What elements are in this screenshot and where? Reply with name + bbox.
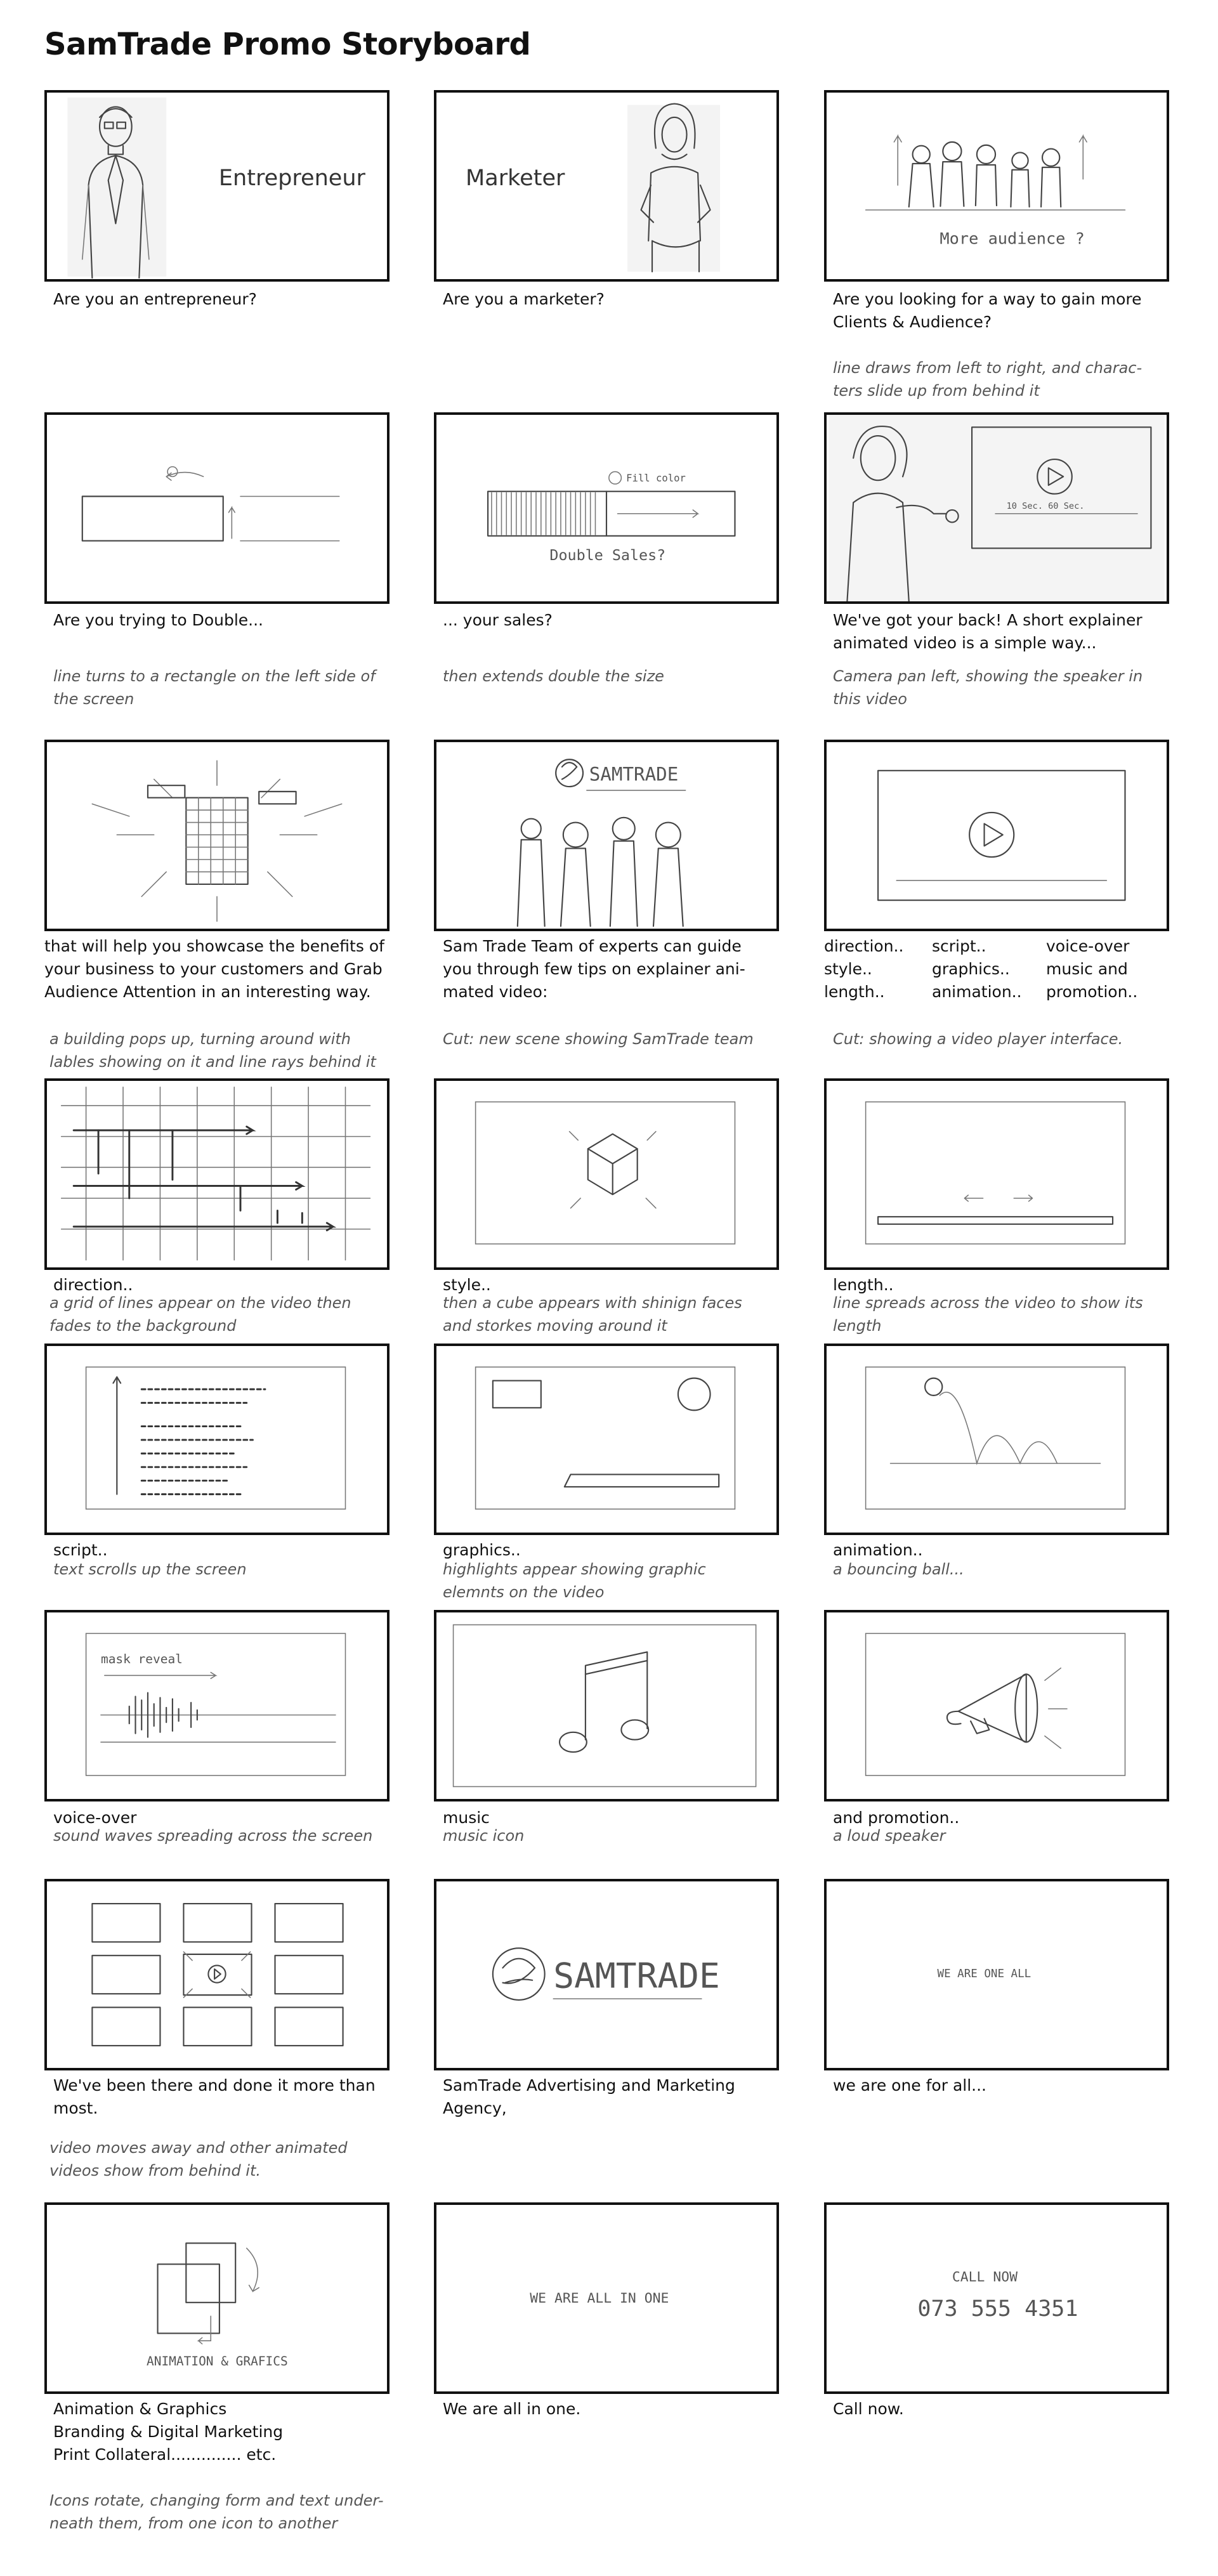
caption: Call now. (833, 2400, 904, 2418)
director-note: Camera pan left, showing the speaker in this video (833, 667, 1143, 708)
animation-graphics-sketch (47, 2205, 387, 2391)
director-note: then extends double the size (443, 667, 664, 685)
entrepreneur-sketch (47, 93, 387, 279)
frame-text: 10 Sec. 60 Sec. (1006, 500, 1085, 511)
grid-lines-sketch (47, 1081, 387, 1267)
storyboard-frame-13 (44, 1344, 390, 1535)
caption: graphics.. (443, 1541, 521, 1559)
frame-text: SAMTRADE (589, 763, 679, 785)
marketer-sketch (436, 93, 776, 279)
storyboard-frame-11 (434, 1078, 779, 1270)
length-line-sketch (827, 1081, 1167, 1267)
caption: script.. (53, 1541, 108, 1559)
storyboard-frame-21 (824, 1879, 1169, 2070)
storyboard-frame-3 (824, 90, 1169, 282)
director-note: line spreads across the video to show its length (833, 1294, 1143, 1335)
all-in-one-sketch (436, 2205, 776, 2391)
frame-text: CALL NOW (952, 2269, 1018, 2285)
storyboard-frame-9 (824, 740, 1169, 931)
director-note: a grid of lines appear on the video then fades to the background (49, 1294, 351, 1335)
storyboard-frame-24 (824, 2202, 1169, 2394)
frame-text: Double Sales? (549, 546, 666, 564)
caption: Sam Trade Team of experts can guide you through few tips on explainer ani- mated video: (443, 937, 745, 1001)
director-note: line turns to a rectangle on the left side of the screen (53, 667, 376, 708)
double-bar-sketch (436, 415, 776, 601)
svg-text:Fill color: Fill color (626, 473, 686, 485)
director-note: video moves away and other animated videos show from behind it. (49, 2139, 348, 2180)
director-note: a bouncing ball... (833, 1560, 964, 1578)
caption: and promotion.. (833, 1808, 960, 1827)
caption: length.. (833, 1276, 894, 1294)
scrolling-text-sketch (47, 1346, 387, 1533)
storyboard-frame-2 (434, 90, 779, 282)
phone-number: 073 555 4351 (917, 2296, 1078, 2322)
director-note: sound waves spreading across the screen (53, 1827, 373, 1845)
caption: Are you a marketer? (443, 290, 605, 308)
director-note: text scrolls up the screen (53, 1560, 247, 1578)
storyboard-frame-23 (434, 2202, 779, 2394)
frame-text: SAMTRADE (553, 1955, 720, 1996)
caption: direction.. style.. length.. script.. graphics.. animation.. voice-over music and promotion.. (824, 937, 1138, 1001)
caption: that will help you showcase the benefits of your business to your customers and Grab Audience Attention in an interesting way. (44, 937, 384, 1001)
caption: SamTrade Advertising and Marketing Agency, (443, 2076, 735, 2117)
frame-text: Marketer (466, 165, 565, 192)
caption: animation.. (833, 1541, 923, 1559)
director-note: Cut: new scene showing SamTrade team (443, 1030, 754, 1048)
frame-text: mask reveal (100, 1651, 183, 1666)
director-note: a building pops up, turning around with lables showing on it and line rays behind it (49, 1030, 376, 1071)
storyboard-frame-14 (434, 1344, 779, 1535)
caption: Are you an entrepreneur? (53, 290, 257, 308)
director-note: Icons rotate, changing form and text under- neath them, from one icon to another (49, 2492, 384, 2532)
storyboard-frame-8 (434, 740, 779, 931)
cube-sketch (436, 1081, 776, 1267)
team-sketch (436, 742, 776, 929)
caption: style.. (443, 1276, 491, 1294)
storyboard-frame-1 (44, 90, 390, 282)
building-sketch (47, 742, 387, 929)
storyboard-frame-5 (434, 412, 779, 604)
storyboard-frame-15 (824, 1344, 1169, 1535)
storyboard-frame-10 (44, 1078, 390, 1270)
caption: We've been there and done it more than most. (53, 2076, 376, 2117)
samtrade-logo (436, 1881, 776, 2068)
graphics-sketch (436, 1346, 776, 1533)
director-note: Cut: showing a video player interface. (833, 1030, 1123, 1048)
call-now-sketch (827, 2205, 1167, 2391)
caption: voice-over (53, 1808, 137, 1827)
caption: music (443, 1808, 490, 1827)
storyboard-frame-6 (824, 412, 1169, 604)
slogan-sketch (827, 1881, 1167, 2068)
caption: We've got your back! A short explainer animated video is a simple way... (833, 611, 1143, 652)
caption: direction.. (53, 1276, 133, 1294)
caption: Animation & Graphics Branding & Digital Marketing Print Collateral.............. etc. (53, 2400, 284, 2464)
caption: Are you trying to Double... (53, 611, 263, 629)
director-note: music icon (443, 1827, 525, 1845)
storyboard-frame-18 (824, 1610, 1169, 1801)
rectangle-sketch (47, 415, 387, 601)
storyboard-frame-17 (434, 1610, 779, 1801)
music-note-icon (436, 1612, 776, 1799)
bouncing-ball-sketch (827, 1346, 1167, 1533)
storyboard-frame-7 (44, 740, 390, 931)
storyboard-frame-12 (824, 1078, 1169, 1270)
storyboard-frame-4 (44, 412, 390, 604)
storyboard-frame-16 (44, 1610, 390, 1801)
speaker-video-sketch (827, 415, 1167, 601)
caption: We are all in one. (443, 2400, 581, 2418)
storyboard-frame-19 (44, 1879, 390, 2070)
director-note: then a cube appears with shinign faces and storkes moving around it (443, 1294, 742, 1335)
caption: we are one for all... (833, 2076, 986, 2095)
frame-text: Entrepreneur (218, 165, 365, 192)
frame-text: ANIMATION & GRAFICS (147, 2354, 288, 2369)
frame-text: WE ARE ONE ALL (937, 1967, 1031, 1980)
video-grid-sketch (47, 1881, 387, 2068)
megaphone-icon (827, 1612, 1167, 1799)
caption: ... your sales? (443, 611, 553, 629)
frame-text: More audience ? (940, 229, 1085, 248)
caption: Are you looking for a way to gain more Clients & Audience? (833, 290, 1142, 331)
page-title: SamTrade Promo Storyboard (44, 27, 531, 62)
audience-sketch (827, 93, 1167, 279)
storyboard-frame-22 (44, 2202, 390, 2394)
director-note: a loud speaker (833, 1827, 946, 1845)
storyboard-frame-20 (434, 1879, 779, 2070)
director-note: line draws from left to right, and charac- ters slide up from behind it (833, 359, 1143, 400)
director-note: highlights appear showing graphic elemnts on the video (443, 1560, 706, 1601)
video-player-sketch (827, 742, 1167, 929)
frame-text: WE ARE ALL IN ONE (530, 2290, 669, 2306)
sound-wave-sketch (47, 1612, 387, 1799)
